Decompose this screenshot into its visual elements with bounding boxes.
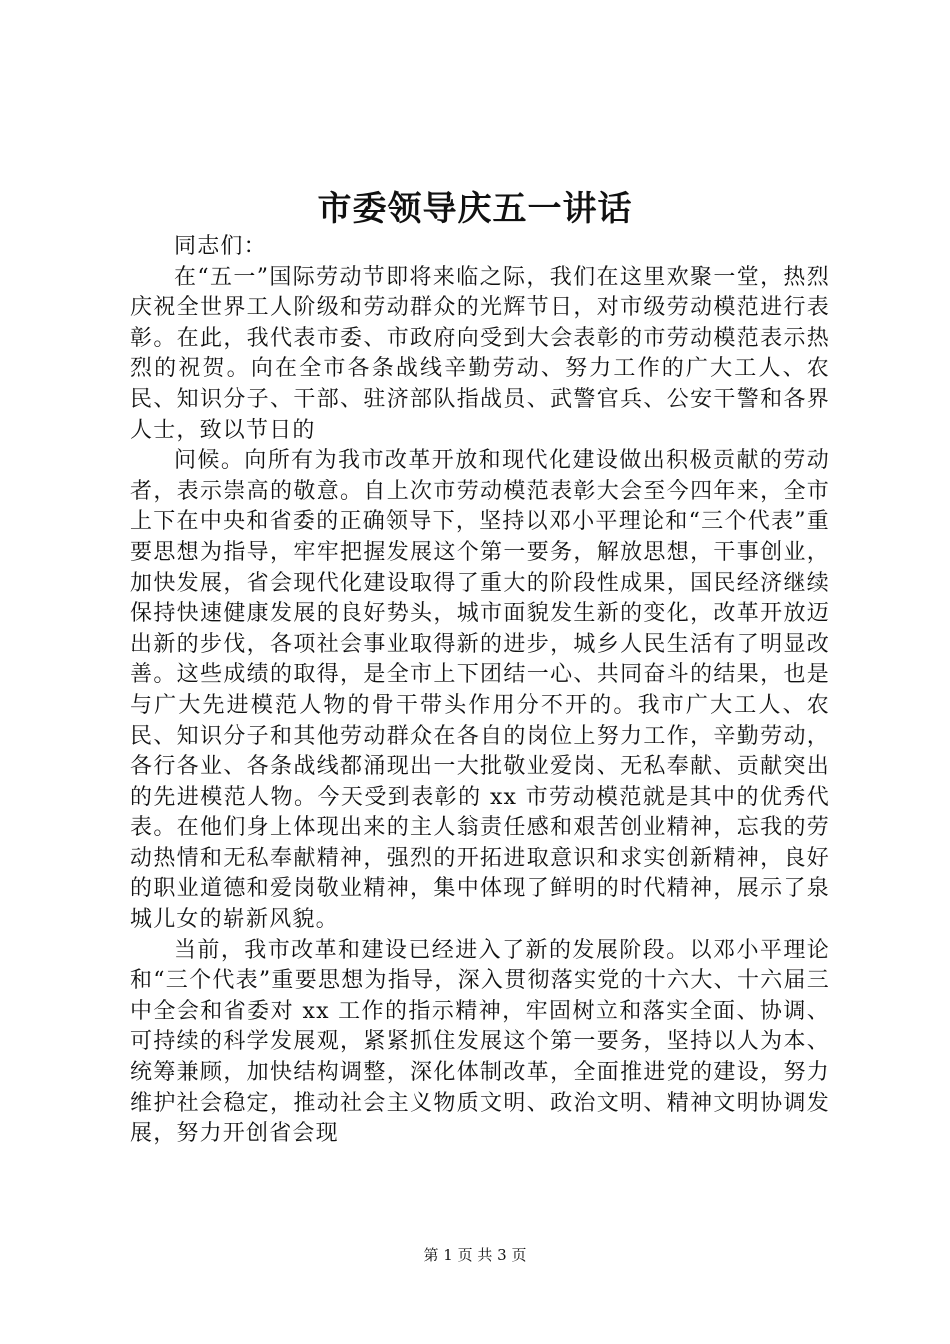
paragraph-2: 问候。向所有为我市改革开放和现代化建设做出积极贡献的劳动者，表示崇高的敬意。自上次市劳动模范表彰大会至今四年来，全市上下在中央和省委的正确领导下，坚持以邓小平理论和“三个代表”重要思想为指导，牢牢把握发展这个第一要务，解放思想，干事创业，加快发展，省会现代化建设取得了重大的阶段性成果，国民经济继续保持快速健康发展的良好势头，城市面貌发生新的变化，改革开放迈出新的步伐，各项社会事业取得新的进步，城乡人民生活有了明显改善。这些成绩的取得，是全市上下团结一心、共同奋斗的结果，也是与广大先进模范人物的骨干带头作用分不开的。我市广大工人、农民、知识分子和其他劳动群众在各自的岗位上努力工作，辛勤劳动，各行各业、各条战线都涌现出一大批敬业爱岗、无私奉献、贡献突出的先进模范人物。今天受到表彰的 xx 市劳动模范就是其中的优秀代表。在他们身上体现出来的主人翁责任感和艰苦创业精神，忘我的劳动热情和无私奉献精神，强烈的开拓进取意识和求实创新精神，良好的职业道德和爱岗敬业精神，集中体现了鲜明的时代精神，展示了泉城儿女的崭新风貌。 <box>130 448 830 933</box>
page-number-footer: 第 1 页 共 3 页 <box>423 1246 527 1264</box>
paragraph-3: 当前，我市改革和建设已经进入了新的发展阶段。以邓小平理论和“三个代表”重要思想为指导，深入贯彻落实党的十六大、十六届三中全会和省委对 xx 工作的指示精神，牢固树立和落实全面、协调、可持续的科学发展观，紧紧抓住发展这个第一要务，坚持以人为本、统筹兼顾，加快结构调整，深化体制改革，全面推进党的建设，努力维护社会稳定，推动社会主义物质文明、政治文明、精神文明协调发展，努力开创省会现 <box>130 937 830 1147</box>
paragraph-1: 在“五一”国际劳动节即将来临之际，我们在这里欢聚一堂，热烈庆祝全世界工人阶级和劳动群众的光辉节日，对市级劳动模范进行表彰。在此，我代表市委、市政府向受到大会表彰的市劳动模范表示热烈的祝贺。向在全市各条战线辛勤劳动、努力工作的广大工人、农民、知识分子、干部、驻济部队指战员、武警官兵、公安干警和各界人士，致以节日的 <box>130 264 830 443</box>
document-body <box>130 232 830 1150</box>
document-title: 市委领导庆五一讲话 <box>317 189 633 229</box>
greeting: 同志们： <box>174 234 267 259</box>
